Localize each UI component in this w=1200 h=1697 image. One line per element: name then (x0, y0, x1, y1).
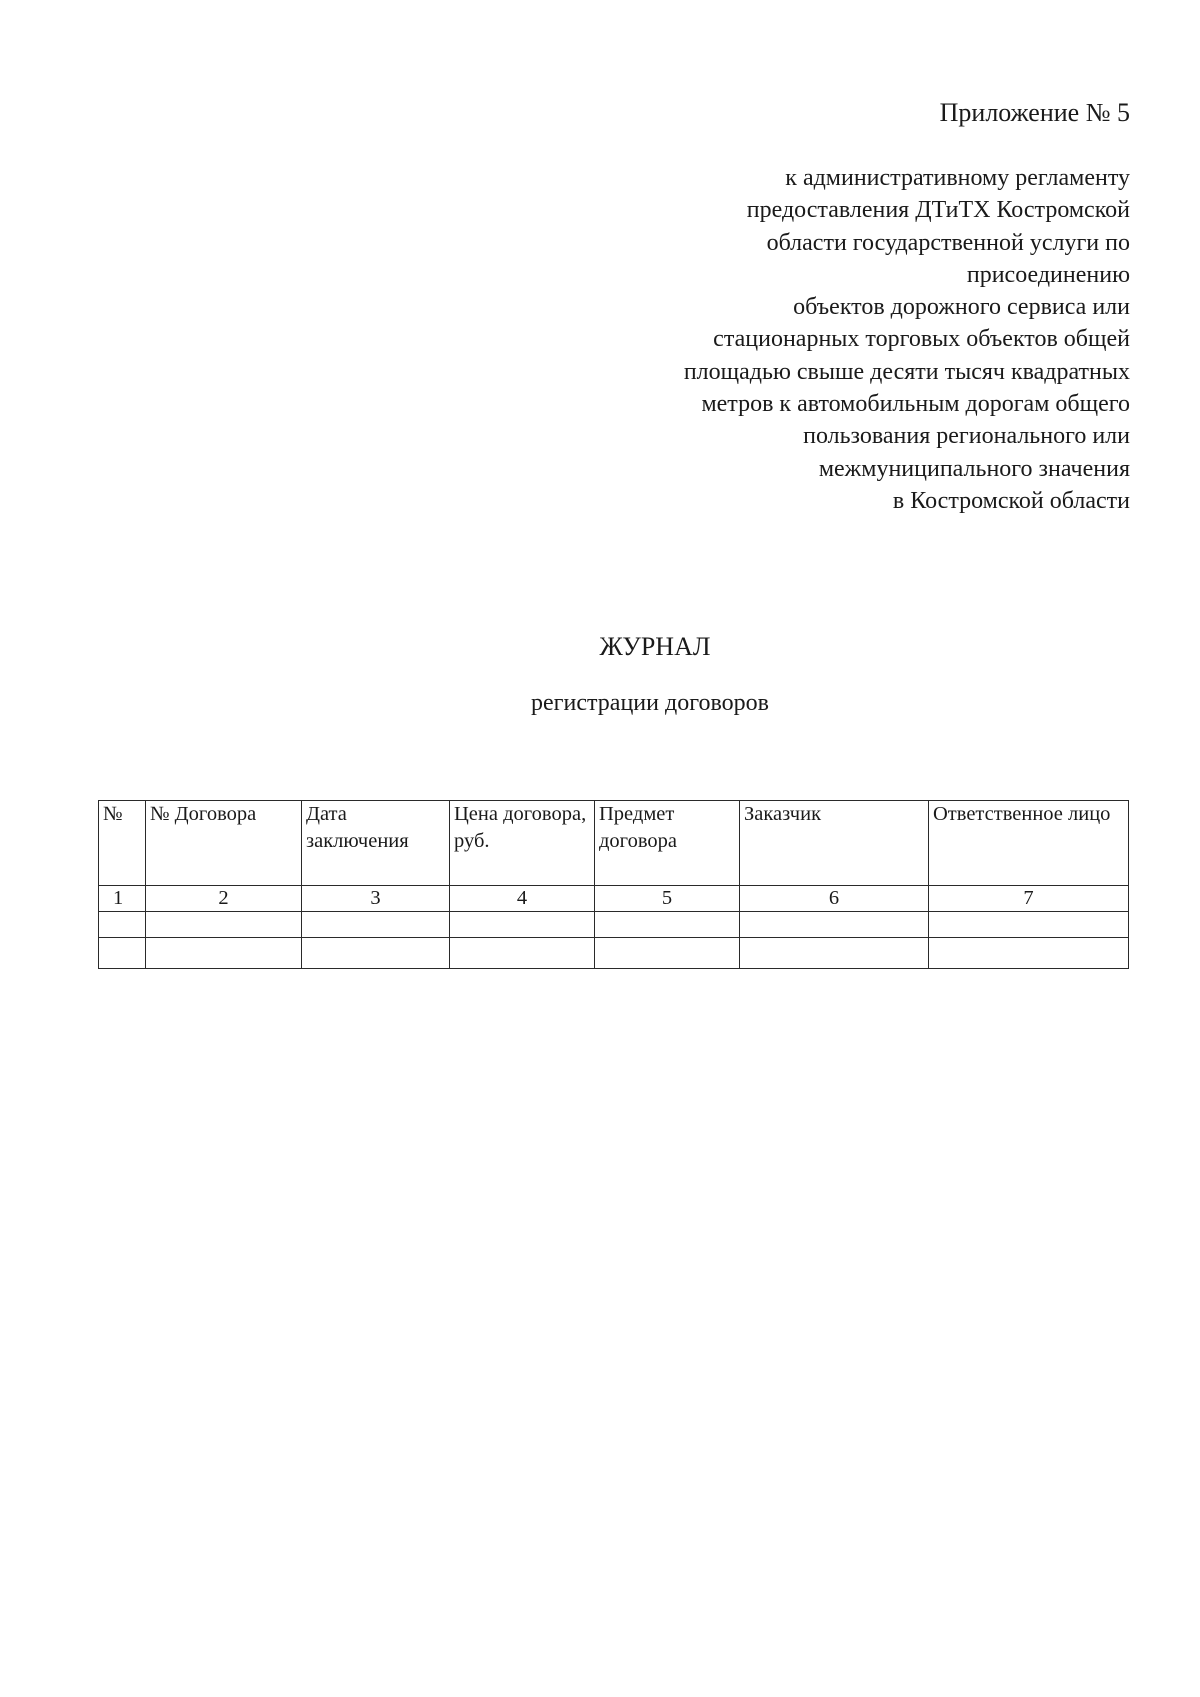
empty-cell (146, 938, 302, 969)
header-cell-responsible: Ответственное лицо (929, 801, 1129, 886)
appendix-line: в Костромской области (892, 487, 1130, 514)
column-number-cell: 3 (302, 886, 450, 912)
header-cell-price: Цена договора, руб. (450, 801, 595, 886)
empty-cell (302, 912, 450, 938)
appendix-title: Приложение № 5 (939, 98, 1130, 127)
column-number-cell: 4 (450, 886, 595, 912)
column-number-cell: 2 (146, 886, 302, 912)
contracts-journal-table (98, 800, 1129, 969)
empty-cell (929, 938, 1129, 969)
appendix-line: пользования регионального или (803, 423, 1130, 450)
document-title: ЖУРНАЛ (599, 632, 711, 661)
empty-cell (146, 912, 302, 938)
header-cell-contract-number: № Договора (146, 801, 302, 886)
appendix-line: к административному регламенту (785, 165, 1130, 191)
empty-cell (595, 938, 740, 969)
header-cell-customer: Заказчик (740, 801, 929, 886)
empty-cell (450, 912, 595, 938)
appendix-line: присоединению (966, 261, 1130, 288)
empty-cell (740, 938, 929, 969)
document-subtitle: регистрации договоров (531, 690, 769, 716)
header-cell-date: Дата заключения (302, 801, 450, 886)
column-number-cell: 5 (595, 886, 740, 912)
appendix-line: площадью свыше десяти тысяч квадратных (683, 358, 1130, 385)
column-number-cell: 7 (929, 886, 1129, 912)
empty-cell (302, 938, 450, 969)
column-number-cell: 6 (740, 886, 929, 912)
appendix-line: области государственной услуги по (766, 229, 1130, 256)
appendix-line: стационарных торговых объектов общей (713, 326, 1130, 353)
appendix-line: межмуниципального значения (818, 455, 1130, 482)
empty-cell (595, 912, 740, 938)
appendix-line: предоставления ДТиТХ Костромской (746, 197, 1130, 224)
empty-cell (450, 938, 595, 969)
empty-cell (740, 912, 929, 938)
column-number-row (99, 886, 1129, 912)
appendix-line: объектов дорожного сервиса или (793, 294, 1130, 321)
empty-cell (929, 912, 1129, 938)
appendix-line: метров к автомобильным дорогам общего (701, 391, 1130, 418)
appendix-reference (510, 162, 1130, 517)
header-cell-subject: Предмет договора (595, 801, 740, 886)
header-cell-number: № (99, 801, 146, 886)
empty-cell (99, 938, 146, 969)
column-number-cell: 1 (99, 886, 146, 912)
empty-cell (99, 912, 146, 938)
table-row (99, 938, 1129, 969)
table-header-row (99, 801, 1129, 886)
table-row (99, 912, 1129, 938)
